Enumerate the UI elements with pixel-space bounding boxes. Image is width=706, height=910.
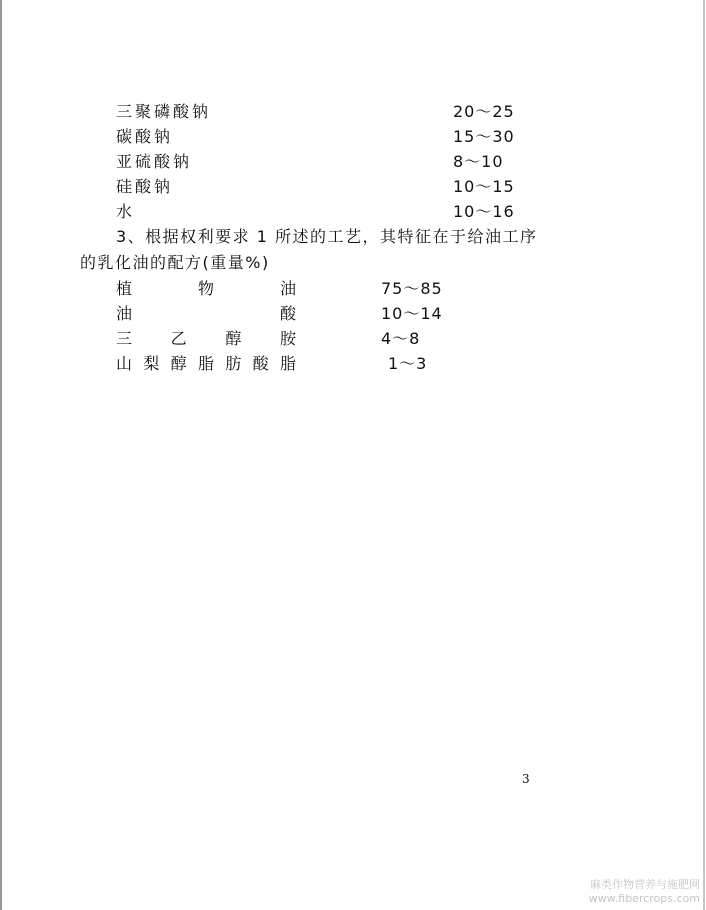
ingredient-amount: 4～8 bbox=[381, 329, 421, 348]
page-border-left bbox=[0, 0, 2, 910]
ingredient-char: 植 bbox=[116, 279, 133, 298]
ingredient-amount: 15～30 bbox=[453, 127, 515, 146]
ingredient-char: 脂 bbox=[279, 354, 296, 373]
ingredient-char: 酸 bbox=[279, 304, 296, 323]
page-number: 3 bbox=[522, 772, 530, 786]
ingredient-char: 乙 bbox=[170, 329, 187, 348]
ingredient-name bbox=[116, 304, 296, 324]
claim-3-line-1: 3、根据权利要求 1 所述的工艺，其特征在于给油工序 bbox=[116, 227, 538, 246]
watermark-site-name: 麻类作物营养与施肥网 bbox=[590, 878, 700, 891]
ingredient-char: 油 bbox=[116, 304, 133, 323]
ingredient-char: 胺 bbox=[279, 329, 296, 348]
ingredient-char: 物 bbox=[197, 279, 214, 298]
ingredient-char: 山 bbox=[116, 354, 133, 373]
ingredient-name: 三聚磷酸钠 bbox=[116, 102, 212, 121]
ingredient-amount: 10～15 bbox=[453, 177, 515, 196]
ingredient-name bbox=[116, 354, 296, 374]
ingredient-name: 硅酸钠 bbox=[116, 177, 174, 196]
claim-3-line-2: 的乳化油的配方(重量%) bbox=[80, 253, 270, 272]
ingredient-char: 醇 bbox=[225, 329, 242, 348]
ingredient-char: 脂 bbox=[197, 354, 214, 373]
ingredient-amount: 10～16 bbox=[453, 202, 515, 221]
ingredient-amount: 1～3 bbox=[388, 354, 428, 373]
ingredient-amount: 20～25 bbox=[453, 102, 515, 121]
ingredient-name: 水 bbox=[116, 202, 136, 221]
ingredient-amount: 75～85 bbox=[381, 279, 443, 298]
ingredient-char: 三 bbox=[116, 329, 133, 348]
ingredient-char: 梨 bbox=[143, 354, 160, 373]
ingredient-char: 酸 bbox=[252, 354, 269, 373]
ingredient-char: 油 bbox=[279, 279, 296, 298]
ingredient-amount: 10～14 bbox=[381, 304, 443, 323]
ingredient-amount: 8～10 bbox=[453, 152, 504, 171]
ingredient-name: 亚硫酸钠 bbox=[116, 152, 193, 171]
ingredient-name bbox=[116, 279, 296, 299]
ingredient-name: 碳酸钠 bbox=[116, 127, 174, 146]
page-border-right bbox=[703, 0, 705, 910]
ingredient-char: 醇 bbox=[170, 354, 187, 373]
ingredient-name bbox=[116, 329, 296, 349]
ingredient-char: 肪 bbox=[225, 354, 242, 373]
watermark-url: www.fibercrops.com bbox=[588, 892, 700, 905]
